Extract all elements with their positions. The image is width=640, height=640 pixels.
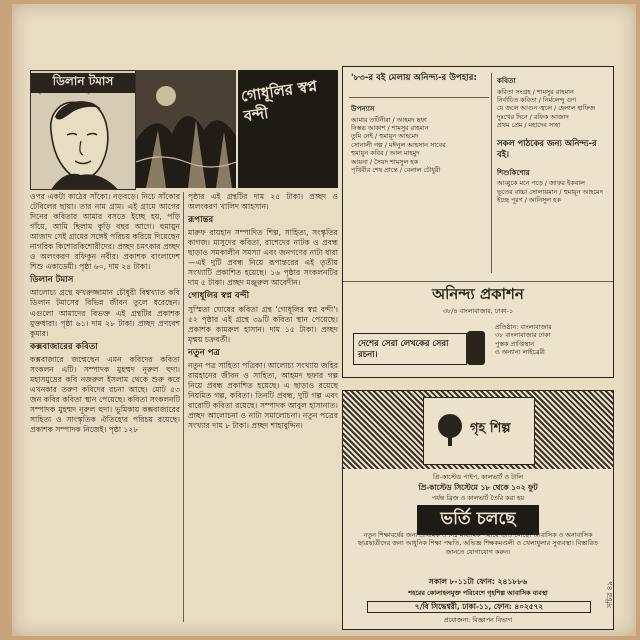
announcement-title: '৮৩-র বই মেলায় অনিন্দ্য-র উপহার: — [351, 73, 477, 83]
list-item: পৃথিবীর শেষ প্রান্তে / বেলাল চৌধুরী — [351, 166, 441, 175]
intro-paragraph: পৃষ্ঠার এই গ্রন্থটির দাম ২৫ টাকা। প্রচ্ছদ ও অলংকরণ খালিদ আহসান। — [188, 192, 338, 212]
cover-title: গোধূলির স্বপ্ন বন্দী — [239, 76, 319, 126]
column-divider — [183, 192, 184, 622]
review-paragraph: সুস্মিতা ঘোষের কবিতা গ্রন্থ 'গোধূলির স্বপ্ন বন্দী'। ৫২ পৃষ্ঠার এই গ্রন্থে ৩৯টি কবিতা স্থান পেয়েছে। প্রকাশক কামরুল হাসান। দাম ১৫ টাকা। প্রচ্ছদ মৃন্ময় চক্রবর্তী। — [188, 304, 338, 344]
inner-divider — [491, 73, 492, 273]
page-number: সচিত্র ৪৯ — [606, 581, 614, 608]
review-paragraph: নতুন পত্র সাহিত্য পত্রিকা। আলোচ্য সংখ্যায় জহির রায়হানের জীবন ও সাহিত্য, আহমদ ছফার গল্প নিয়ে প্রবন্ধ প্রকাশিত হয়েছে। এ ছাড়াও রয়েছে নিয়মিত গল্প, কবিতা। তিনটি প্রবন্ধ, দুটি গল্প এবং বারোটি কবিতা রয়েছে। সম্পাদক আবুল হাসানাত। প্রচ্ছদ আলোচনা ও নাট্য সমালোচনা। নতুন পত্রের সংখ্যার দাম ৮ টাকা। প্রচ্ছদ শাহাবুদ্দিন। — [188, 361, 338, 431]
list-item: দুঃখের দিনে / রফিক আজাদ — [497, 112, 569, 121]
list-heading: উপন্যাস — [351, 104, 375, 113]
cover-subtitle: অনুবাদ: ফখরুজ্জামান চৌধুরী — [33, 89, 95, 95]
ad-line: প্রি-কাস্টেড পাইপ, কালভার্ট ও টালি — [432, 473, 524, 481]
ad-credit: প্রযোজনা: বিজ্ঞাপন বিভাগ — [443, 616, 513, 624]
publisher-logo — [467, 331, 485, 365]
ad-line: প্রি-কাস্টেড সিস্টেমে ১৮ থেকে ১০২ ফুট — [418, 483, 538, 492]
ad-body: নতুন শিক্ষাবর্ষের জন্য প্রাথমিক ও নিম্ন মাধ্যমিক পর্যায়ে ভর্তি চলছে। আবাসিক ও অনাবাসিক ছাত্রছাত্রীদের জন্য আধুনিক শিক্ষা পদ্ধতি, অভিজ্ঞ শিক্ষকমণ্ডলী ও খেলাধুলার সুব্যবস্থা। বিস্তারিত জানতে যোগাযোগ করুন। — [358, 531, 598, 556]
list-item: হুমায়ুন কবির / আল মাহমুদ — [351, 149, 420, 158]
review-heading: নতুন পত্র — [188, 347, 220, 358]
list-item: সোনালী গল্প / মঈনুল আহসান সাবের — [351, 140, 446, 149]
book-cover-godhulir-swapna — [238, 70, 338, 188]
ad-headline: ভর্তি চলছে — [417, 505, 539, 535]
review-heading: রূপান্তর — [188, 215, 214, 226]
publisher-rule — [343, 281, 613, 282]
list-item: কবিতা সংগ্রহ / শামসুর রাহমান — [497, 87, 574, 96]
review-paragraph: কক্সবাজারে জন্মেছেন এমন কবিদের কবিতা সংকলন এটি। সম্পাদক মুহম্মদ নূরুল হুদা। মহাসমুদ্রের কবি নজরুল ইসলাম থেকে শুরু করে এখনকার তরুণ কবিদের রচনা আছে। মোট ৫৩ জন কবির কবিতা স্থান পেয়েছে। কবিতা সংকলনটি সম্পাদক মুহম্মদ নূরুল হুদা। ভূমিকায় কক্সবাজারের সাহিত্য ও সাংস্কৃতিক ঐতিহ্যের পরিচয় রয়েছে। প্রকাশক সম্পাদক নিজেই। পৃষ্ঠা ১২৮ — [30, 354, 180, 434]
ad-line: পর্যন্ত ব্রিজ ও কালভার্ট তৈরি করা হয় — [431, 494, 525, 502]
list-item: প্রথম প্রেম / মহাদেব সাহা — [497, 121, 561, 130]
publisher-tagline: দেশের সেরা লেখকের সেরা রচনা। — [353, 333, 467, 365]
book-fair-announcement — [342, 66, 614, 378]
review-heading: গোধূলির স্বপ্ন বন্দী — [188, 291, 250, 302]
contact-line: পুস্তক প্রাপ্তিস্থান — [495, 339, 535, 348]
brand-panel — [423, 397, 535, 465]
contact-line: ও অন্যান্য লাইব্রেরী — [495, 348, 545, 357]
list-item: ভূতের বাচ্চা সোলায়মান / হুমায়ূন আহমেদ — [497, 187, 603, 196]
review-paragraph: মারুফ রায়হান সম্পাদিত শিল্প, সাহিত্য, সংস্কৃতির কাগজ। মাসুদের কবিতা, রাশেদের নাটক ও প্রবন্ধ ছাড়াও সমকালীন সমস্যা এবং জনগণের নাট্য ধারা—এই দুটি প্রবন্ধ নিয়ে রূপান্তরের এই তৃতীয় সংখ্যাটি প্রকাশিত হয়েছে। ১৬ পৃষ্ঠার সংকলনটির দাম ৫ টাকা। প্রচ্ছদ মঞ্জুরুল আবেদীন। — [188, 228, 338, 288]
list-item: নিস্তব্ধ আকাশ / শামসুর রাহমান — [351, 123, 429, 132]
list-item: ইচ্ছে পূরণ / আনিসুল হক — [497, 196, 561, 205]
admission-advertisement — [342, 390, 614, 630]
publisher-contacts — [495, 323, 607, 357]
review-paragraph: আলোচ্য গ্রন্থে ফখরুজ্জামান চৌধুরী বিশ্বখ্যাত কবি ডিলান টমাসের বিভিন্ন জীবন তুলে ধরেছেন। এগুলো আমাদের বিভক্ত এই গ্রন্থটির প্রকাশক মুক্তধারা। পৃষ্ঠা ৬১। দাম ২৮ টাকা। প্রচ্ছদ প্রণবেশ কুমার। — [30, 288, 180, 338]
list-item: নির্বাচিত কবিতা / নির্মলেন্দু গুণ — [497, 95, 577, 104]
cover-title: ডিলান টমাস — [31, 73, 135, 93]
forest-illustration — [136, 70, 236, 188]
intro-paragraph: ওপর একটা কাঠের সাঁকো। নড়বড়ে। নিচে সাঁকোর টেবিলের ছায়া। তার নাম গ্রাম। এই গ্রামে আগের দিনের কবিতার আমার বসতে ইচ্ছে হয়, পড়ি গাঁয়ে, আমি ছিলাম কুড়ি বছর আগে। হুমায়ুন আজাদ সেই গ্রামের সঙ্গেই পরিচয় করিয়ে দিয়েছেন নাগরিক কিশোরকিশোরীদের। প্রচ্ছদ চমৎকার প্রচ্ছদ ও অলংকরণ রফিকুন নবীর। প্রকাশক বাংলাদেশ শিশু একাডেমী। পৃষ্ঠা ৬০, দাম ২৪ টাকা। — [30, 192, 180, 272]
middle-column — [188, 192, 338, 434]
contact-line: প্রতিষ্ঠান: বাংলাবাজার — [495, 323, 552, 331]
novel-list — [351, 101, 489, 175]
list-item: তুমি নেই / হুমায়ূন আহমেদ — [351, 132, 419, 141]
magazine-page — [12, 4, 636, 636]
title-rule — [349, 97, 489, 98]
list-heading: কবিতা — [497, 76, 516, 85]
book-cover-forest — [136, 70, 236, 188]
ad-hours: সকাল ৮-১১টা ফোন: ২৪১৮৮৬ — [428, 577, 528, 586]
review-heading: ডিলান টমাস — [30, 275, 74, 286]
list-item: আব্বুকে মনে পড়ে / জাফর ইকবাল — [497, 179, 585, 188]
list-item: আমার তটিনীরা / আহমদ ছফা — [351, 115, 427, 124]
contact-line: ৩৮ বাংলাবাজার ঢাকা — [495, 331, 551, 340]
ad-address: ৭/বি সিদ্ধেশ্বরী, ঢাকা-১১, ফোন: ৪০২৫৭২ — [367, 601, 591, 613]
portrait-illustration — [31, 95, 135, 190]
slogan: সকল পাঠকের জন্য অনিন্দ্য-র বই। — [497, 137, 597, 159]
ad-brand-name: গৃহ শিল্প — [470, 421, 511, 436]
tree-logo-icon — [430, 410, 470, 450]
list-heading: শিশুকিশোর — [497, 167, 530, 177]
ad-footer: শহরের কোলাহলমুক্ত পরিবেশে গৃহশিল্প আবাসিক ব্যবস্থা — [408, 589, 548, 597]
left-column — [30, 192, 180, 438]
poetry-list — [497, 73, 607, 205]
list-item: যে জলে আগুন জ্বলে / হেলাল হাফিজ — [497, 104, 595, 113]
review-heading: কক্সবাজারের কবিতা — [30, 341, 98, 352]
publisher-address: ৩৮/৪ বাংলাবাজার, ঢাকা-১ — [442, 307, 514, 315]
list-item: আয়না / সৈয়দ শামসুল হক — [351, 157, 419, 166]
book-cover-dylan-thomas — [30, 70, 136, 190]
publisher-name: অনিন্দ্য প্রকাশন — [432, 285, 524, 303]
